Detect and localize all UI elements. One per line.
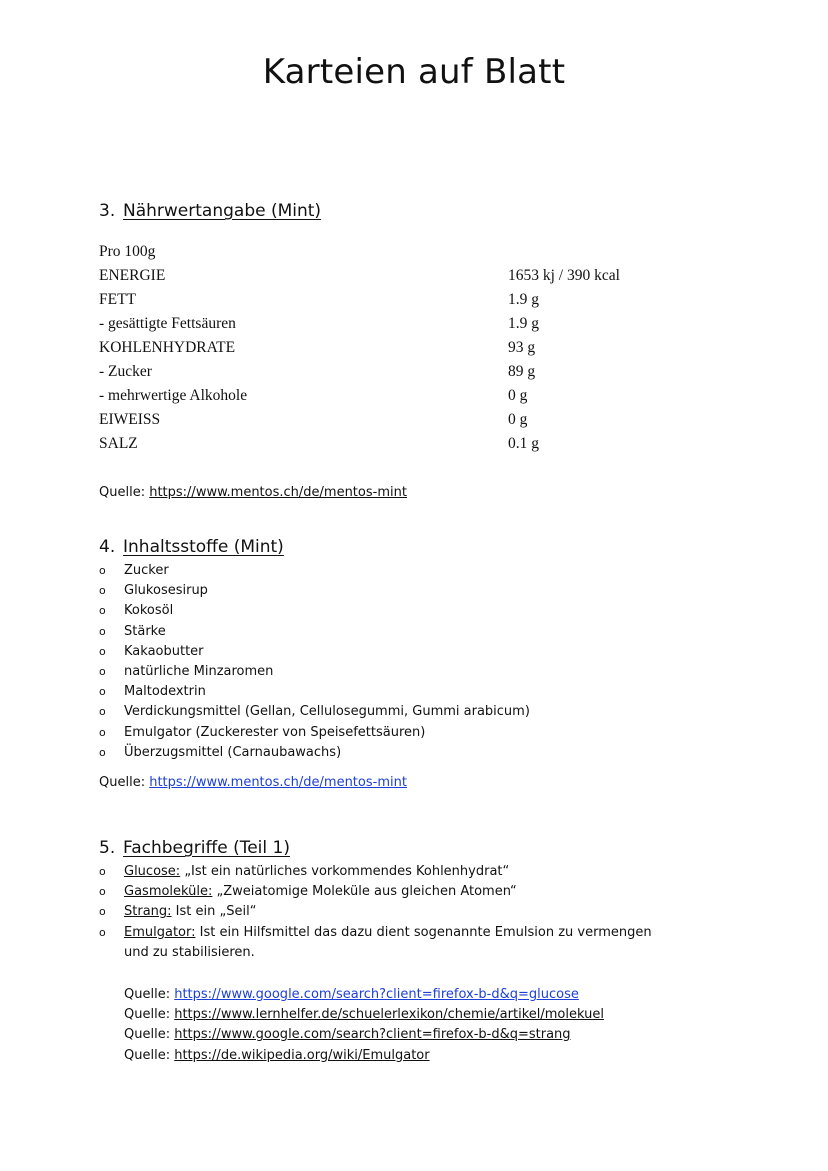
table-row xyxy=(99,384,659,408)
section-number: 3. xyxy=(99,201,116,221)
source-link[interactable]: https://www.google.com/search?client=firefox-b-d&q=strang xyxy=(174,1027,571,1043)
ingredient: Verdickungsmittel (Gellan, Cellulosegummi, Gummi arabicum) xyxy=(124,704,530,720)
ingredients-list xyxy=(99,561,699,763)
term-entry xyxy=(124,923,679,963)
source-label: Quelle: xyxy=(124,1007,171,1023)
term-name: Strang: xyxy=(124,904,172,920)
term-definition: Ist ein „Seil“ xyxy=(171,904,257,920)
table-row xyxy=(99,408,659,432)
list-item xyxy=(99,882,679,902)
terms-list xyxy=(99,862,679,963)
list-item xyxy=(99,581,699,601)
page-title: Karteien auf Blatt xyxy=(262,52,566,92)
list-item xyxy=(99,662,699,682)
section-5-sources xyxy=(124,985,604,1066)
nutrition-label: KOHLENHYDRATE xyxy=(99,339,236,356)
nutrition-value: 0 g xyxy=(508,387,528,404)
section-title: Inhaltsstoffe (Mint) xyxy=(123,537,284,557)
section-4-heading xyxy=(99,537,284,557)
bullet-icon: o xyxy=(99,624,106,638)
ingredient: Kokosöl xyxy=(124,603,174,619)
source-label: Quelle: xyxy=(124,1047,171,1063)
nutrition-value: 1653 kj / 390 kcal xyxy=(508,267,620,284)
list-item xyxy=(99,702,699,722)
table-row xyxy=(99,288,659,312)
source-line xyxy=(124,985,604,1005)
table-row xyxy=(99,432,659,456)
list-item xyxy=(99,723,699,743)
bullet-icon: o xyxy=(99,604,106,618)
term-name: Gasmoleküle: xyxy=(124,884,213,900)
bullet-icon: o xyxy=(99,644,106,658)
ingredient: Kakaobutter xyxy=(124,643,204,659)
list-item xyxy=(99,561,699,581)
source-line xyxy=(124,1005,604,1025)
ingredient: natürliche Minzaromen xyxy=(124,664,274,680)
nutrition-value: 0 g xyxy=(508,411,528,428)
list-item xyxy=(99,923,679,963)
term-entry xyxy=(124,902,256,922)
nutrition-per-row xyxy=(99,240,659,264)
bullet-icon: o xyxy=(99,665,106,679)
source-label: Quelle: xyxy=(124,987,171,1002)
table-row xyxy=(99,264,659,288)
nutrition-label: - mehrwertige Alkohole xyxy=(99,387,248,404)
section-title: Nährwertangabe (Mint) xyxy=(123,201,322,221)
term-name: Glucose: xyxy=(124,864,181,879)
table-row xyxy=(99,336,659,360)
source-link[interactable]: https://www.lernhelfer.de/schuelerlexikon/chemie/artikel/molekuel xyxy=(174,1007,604,1023)
ingredient: Überzugsmittel (Carnaubawachs) xyxy=(124,744,342,760)
section-3-heading xyxy=(99,201,321,221)
source-link[interactable]: https://www.google.com/search?client=firefox-b-d&q=glucose xyxy=(174,987,579,1002)
ingredient: Stärke xyxy=(124,623,166,639)
list-item xyxy=(99,743,699,763)
section-number: 4. xyxy=(99,537,116,557)
nutrition-value: 0.1 g xyxy=(508,435,539,452)
source-link[interactable]: https://www.mentos.ch/de/mentos-mint xyxy=(149,485,407,500)
source-link[interactable]: https://de.wikipedia.org/wiki/Emulgator xyxy=(174,1047,430,1063)
term-definition: Ist ein Hilfsmittel das dazu dient sogenannte Emulsion zu vermengen und zu stabilisieren. xyxy=(124,924,652,960)
section-5-heading xyxy=(99,838,290,858)
term-entry xyxy=(124,882,517,902)
nutrition-value: 89 g xyxy=(508,363,536,380)
bullet-icon: o xyxy=(99,905,106,919)
list-item xyxy=(99,902,679,922)
bullet-icon: o xyxy=(99,865,106,878)
ingredient: Glukosesirup xyxy=(124,583,208,599)
section-3-source xyxy=(99,485,407,500)
list-item xyxy=(99,682,699,702)
ingredient: Emulgator (Zuckerester von Speisefettsäuren) xyxy=(124,724,426,740)
list-item xyxy=(99,642,699,662)
bullet-icon: o xyxy=(99,745,106,759)
section-number: 5. xyxy=(99,838,116,858)
source-line xyxy=(124,1025,604,1045)
list-item xyxy=(99,601,699,621)
table-row xyxy=(99,312,659,336)
term-definition: „Ist ein natürliches vorkommendes Kohlenhydrat“ xyxy=(180,864,510,879)
term-definition: „Zweiatomige Moleküle aus gleichen Atomen“ xyxy=(212,884,517,900)
list-item xyxy=(99,622,699,642)
section-title: Fachbegriffe (Teil 1) xyxy=(123,838,290,858)
ingredient: Maltodextrin xyxy=(124,684,206,700)
bullet-icon: o xyxy=(99,925,106,939)
source-label: Quelle: xyxy=(124,1027,171,1043)
table-row xyxy=(99,360,659,384)
nutrition-label: SALZ xyxy=(99,435,138,452)
list-item xyxy=(99,862,679,882)
source-label: Quelle: xyxy=(99,485,146,500)
nutrition-value: 1.9 g xyxy=(508,315,539,332)
nutrition-label: EIWEISS xyxy=(99,411,161,428)
nutrition-value: 1.9 g xyxy=(508,291,539,308)
bullet-icon: o xyxy=(99,685,106,699)
term-name: Emulgator: xyxy=(124,924,196,940)
bullet-icon: o xyxy=(99,564,106,577)
bullet-icon: o xyxy=(99,725,106,739)
source-line xyxy=(124,1046,604,1066)
ingredient: Zucker xyxy=(124,563,169,578)
nutrition-table xyxy=(99,240,659,456)
nutrition-label: - Zucker xyxy=(99,363,152,380)
section-4-source xyxy=(99,775,407,790)
source-label: Quelle: xyxy=(99,775,146,790)
bullet-icon: o xyxy=(99,584,106,598)
source-link[interactable]: https://www.mentos.ch/de/mentos-mint xyxy=(149,775,407,790)
bullet-icon: o xyxy=(99,885,106,899)
nutrition-label: FETT xyxy=(99,291,137,308)
bullet-icon: o xyxy=(99,705,106,719)
term-entry xyxy=(124,862,509,882)
nutrition-value: 93 g xyxy=(508,339,536,356)
nutrition-per: Pro 100g xyxy=(99,243,156,260)
nutrition-label: - gesättigte Fettsäuren xyxy=(99,315,236,332)
nutrition-label: ENERGIE xyxy=(99,267,166,284)
